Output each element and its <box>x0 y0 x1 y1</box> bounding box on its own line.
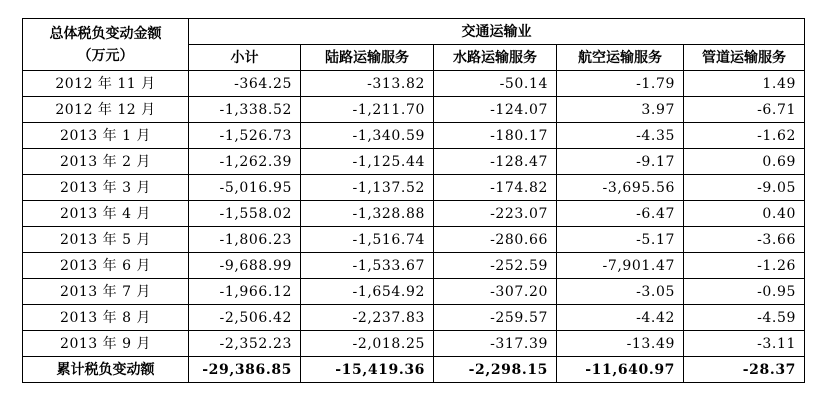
cell-water: -50.14 <box>434 71 557 97</box>
cell-water: -174.82 <box>434 175 557 201</box>
cell-land: -1,125.44 <box>301 149 434 175</box>
table-row <box>23 175 805 201</box>
cell-pipeline: 0.69 <box>684 149 805 175</box>
row-period: 2013 年 3 月 <box>23 175 189 201</box>
table-row <box>23 71 805 97</box>
row-period: 2013 年 1 月 <box>23 123 189 149</box>
table-row <box>23 201 805 227</box>
total-air: -11,640.97 <box>557 357 684 383</box>
row-period: 2013 年 8 月 <box>23 305 189 331</box>
cell-subtotal: -1,966.12 <box>189 279 301 305</box>
cell-land: -1,137.52 <box>301 175 434 201</box>
cell-water: -252.59 <box>434 253 557 279</box>
row-period: 2013 年 5 月 <box>23 227 189 253</box>
cell-pipeline: -9.05 <box>684 175 805 201</box>
total-subtotal: -29,386.85 <box>189 357 301 383</box>
cell-pipeline: 0.40 <box>684 201 805 227</box>
cell-water: -124.07 <box>434 97 557 123</box>
total-land: -15,419.36 <box>301 357 434 383</box>
corner-header <box>23 19 189 71</box>
cell-subtotal: -2,352.23 <box>189 331 301 357</box>
cell-land: -2,018.25 <box>301 331 434 357</box>
cell-pipeline: 1.49 <box>684 71 805 97</box>
cell-air: -1.79 <box>557 71 684 97</box>
corner-header-line-2: （万元） <box>77 47 134 64</box>
cell-air: -4.42 <box>557 305 684 331</box>
table-body <box>23 71 805 383</box>
cell-subtotal: -9,688.99 <box>189 253 301 279</box>
column-header-air: 航空运输服务 <box>557 45 684 71</box>
cell-air: -13.49 <box>557 331 684 357</box>
cell-water: -180.17 <box>434 123 557 149</box>
table-row <box>23 279 805 305</box>
column-header-water: 水路运输服务 <box>434 45 557 71</box>
total-water: -2,298.15 <box>434 357 557 383</box>
corner-header-line-1: 总体税负变动金额 <box>49 25 162 42</box>
row-period: 2013 年 4 月 <box>23 201 189 227</box>
cell-water: -307.20 <box>434 279 557 305</box>
cell-air: -4.35 <box>557 123 684 149</box>
table-row <box>23 227 805 253</box>
cell-pipeline: -0.95 <box>684 279 805 305</box>
cell-air: 3.97 <box>557 97 684 123</box>
row-period: 2013 年 7 月 <box>23 279 189 305</box>
cell-subtotal: -1,526.73 <box>189 123 301 149</box>
cell-subtotal: -1,338.52 <box>189 97 301 123</box>
cell-water: -280.66 <box>434 227 557 253</box>
row-period: 2012 年 11 月 <box>23 71 189 97</box>
cell-land: -1,533.67 <box>301 253 434 279</box>
cell-subtotal: -1,806.23 <box>189 227 301 253</box>
cell-water: -223.07 <box>434 201 557 227</box>
cell-air: -9.17 <box>557 149 684 175</box>
cell-subtotal: -1,558.02 <box>189 201 301 227</box>
cell-subtotal: -1,262.39 <box>189 149 301 175</box>
cell-subtotal: -5,016.95 <box>189 175 301 201</box>
cell-land: -1,340.59 <box>301 123 434 149</box>
tax-change-table-container <box>22 18 805 383</box>
cell-air: -3.05 <box>557 279 684 305</box>
row-period: 2013 年 2 月 <box>23 149 189 175</box>
row-period: 2012 年 12 月 <box>23 97 189 123</box>
cell-air: -5.17 <box>557 227 684 253</box>
cell-air: -3,695.56 <box>557 175 684 201</box>
column-header-land: 陆路运输服务 <box>301 45 434 71</box>
cell-air: -6.47 <box>557 201 684 227</box>
total-label: 累计税负变动额 <box>23 357 189 383</box>
table-row <box>23 97 805 123</box>
cell-land: -313.82 <box>301 71 434 97</box>
cell-land: -1,211.70 <box>301 97 434 123</box>
cell-water: -128.47 <box>434 149 557 175</box>
cell-pipeline: -3.11 <box>684 331 805 357</box>
cell-water: -317.39 <box>434 331 557 357</box>
total-row <box>23 357 805 383</box>
cell-pipeline: -1.26 <box>684 253 805 279</box>
row-period: 2013 年 6 月 <box>23 253 189 279</box>
cell-pipeline: -3.66 <box>684 227 805 253</box>
cell-water: -259.57 <box>434 305 557 331</box>
table-row <box>23 253 805 279</box>
table-row <box>23 123 805 149</box>
row-period: 2013 年 9 月 <box>23 331 189 357</box>
column-header-pipeline: 管道运输服务 <box>684 45 805 71</box>
header-row-1 <box>23 19 805 45</box>
cell-subtotal: -364.25 <box>189 71 301 97</box>
column-header-subtotal: 小计 <box>189 45 301 71</box>
table-row <box>23 149 805 175</box>
table-row <box>23 331 805 357</box>
cell-land: -1,654.92 <box>301 279 434 305</box>
group-header: 交通运输业 <box>189 19 805 45</box>
cell-pipeline: -1.62 <box>684 123 805 149</box>
cell-air: -7,901.47 <box>557 253 684 279</box>
tax-change-table <box>22 18 805 383</box>
cell-pipeline: -4.59 <box>684 305 805 331</box>
cell-land: -2,237.83 <box>301 305 434 331</box>
cell-subtotal: -2,506.42 <box>189 305 301 331</box>
total-pipeline: -28.37 <box>684 357 805 383</box>
cell-land: -1,516.74 <box>301 227 434 253</box>
cell-land: -1,328.88 <box>301 201 434 227</box>
cell-pipeline: -6.71 <box>684 97 805 123</box>
table-row <box>23 305 805 331</box>
